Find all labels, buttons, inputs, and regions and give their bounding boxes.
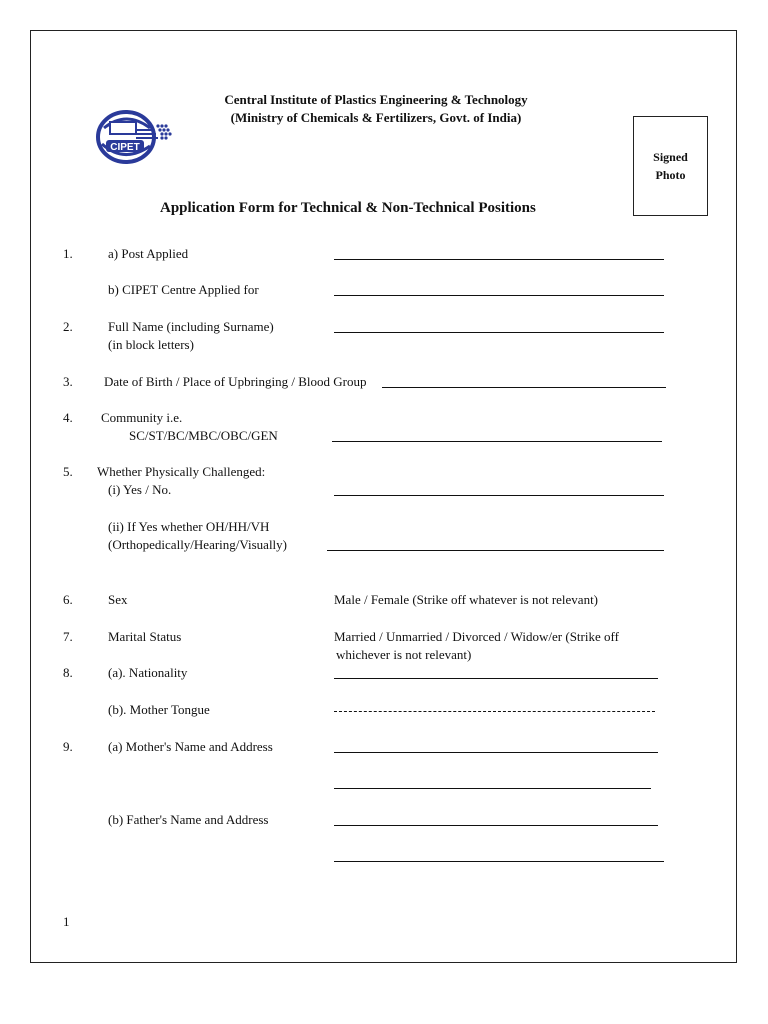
marital-status-options[interactable]: Married / Unmarried / Divorced / Widow/er (Strike off (334, 629, 619, 644)
photo-label-line2: Photo (655, 168, 686, 182)
mother-name-label: (a) Mother's Name and Address (108, 739, 273, 754)
mother-name-field-line2[interactable] (334, 788, 651, 789)
marital-status-label: Marital Status (108, 629, 182, 644)
centre-applied-field[interactable] (334, 295, 664, 296)
item-number-3: 3. (63, 374, 73, 389)
yes-no-field[interactable] (334, 495, 664, 496)
photo-label-line1: Signed (653, 150, 688, 164)
yes-no-label: (i) Yes / No. (108, 482, 172, 497)
disability-type-field[interactable] (327, 550, 664, 551)
mother-tongue-label: (b). Mother Tongue (108, 702, 210, 717)
form-title: Application Form for Technical & Non-Technical Positions (160, 200, 536, 216)
sex-options[interactable]: Male / Female (Strike off whatever is not relevant) (334, 592, 599, 607)
physically-challenged-label: Whether Physically Challenged: (97, 464, 266, 479)
father-name-field-line2[interactable] (334, 861, 664, 862)
post-applied-field[interactable] (334, 259, 664, 260)
item-number-6: 6. (63, 592, 73, 607)
item-number-8: 8. (63, 665, 73, 680)
centre-applied-label: b) CIPET Centre Applied for (108, 282, 259, 297)
item-number-4: 4. (63, 410, 73, 425)
ministry-name: (Ministry of Chemicals & Fertilizers, Govt. of India) (230, 110, 522, 125)
item-number-7: 7. (63, 629, 73, 644)
dob-field[interactable] (382, 387, 666, 388)
disability-type-label: (ii) If Yes whether OH/HH/VH (108, 519, 270, 534)
item-number-5: 5. (63, 464, 73, 479)
community-label: Community i.e. (101, 410, 183, 425)
nationality-field[interactable] (334, 678, 658, 679)
father-name-label: (b) Father's Name and Address (108, 812, 269, 827)
sex-label: Sex (108, 592, 128, 607)
disability-type-sublabel: (Orthopedically/Hearing/Visually) (108, 537, 287, 552)
signed-photo-box[interactable] (633, 116, 708, 216)
item-number-1: 1. (63, 246, 73, 261)
post-applied-label: a) Post Applied (108, 246, 189, 261)
community-options: SC/ST/BC/MBC/OBC/GEN (129, 428, 278, 443)
mother-tongue-field[interactable] (334, 711, 655, 712)
cipet-logo (94, 106, 174, 168)
nationality-label: (a). Nationality (108, 665, 188, 680)
father-name-field-line1[interactable] (334, 825, 658, 826)
item-number-9: 9. (63, 739, 73, 754)
community-field[interactable] (332, 441, 662, 442)
full-name-label: Full Name (including Surname) (108, 319, 274, 334)
page-number: 1 (63, 914, 70, 929)
mother-name-field-line1[interactable] (334, 752, 658, 753)
item-number-2: 2. (63, 319, 73, 334)
full-name-field[interactable] (334, 332, 664, 333)
dob-label: Date of Birth / Place of Upbringing / Blood Group (104, 374, 367, 389)
logo-text: CIPET (110, 142, 140, 153)
full-name-sublabel: (in block letters) (108, 337, 194, 352)
marital-status-note: whichever is not relevant) (336, 647, 472, 662)
institute-name: Central Institute of Plastics Engineering & Technology (224, 92, 528, 107)
